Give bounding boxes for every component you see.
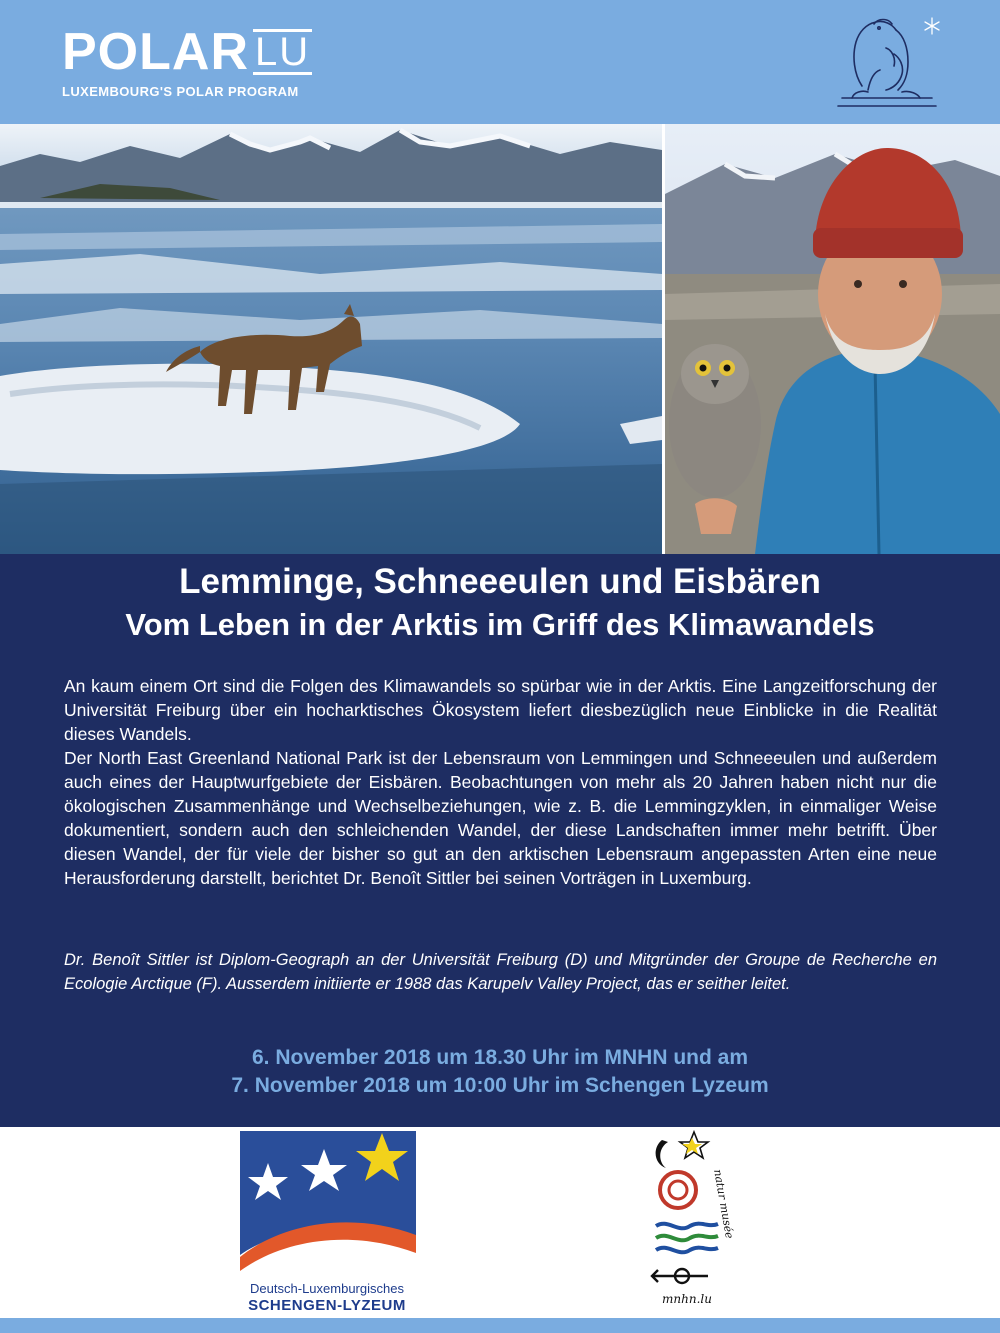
polarlu-logo[interactable] bbox=[62, 23, 312, 99]
footer-bar bbox=[0, 1318, 1000, 1333]
polar-bear-icon bbox=[832, 14, 942, 114]
event-panel bbox=[0, 554, 1000, 1127]
researcher-with-owl-photo bbox=[665, 124, 1000, 554]
header-band bbox=[0, 0, 1000, 124]
arctic-fox-photo bbox=[0, 124, 662, 554]
event-dates bbox=[0, 1044, 1000, 1100]
description-paragraph: An kaum einem Ort sind die Folgen des Klimawandels so spürbar wie in der Arktis. Eine Langzeitforschung der Universität Freiburg über ein hocharktisches Ökosystem liefert diesbezüglich neue Einblicke in die Realität dieses Wandels. bbox=[64, 676, 937, 744]
mnhn-url: mnhn.lu bbox=[662, 1292, 712, 1306]
mnhn-script-text: natur musée bbox=[711, 1168, 737, 1240]
schengen-lyzeum-logo[interactable] bbox=[236, 1131, 418, 1315]
event-title: Lemminge, Schneeeulen und Eisbären bbox=[179, 562, 821, 601]
event-subtitle: Vom Leben in der Arktis im Griff des Klimawandels bbox=[125, 607, 875, 642]
event-description bbox=[64, 674, 937, 890]
brand-word: POLAR bbox=[62, 23, 249, 81]
schengen-line-1: Deutsch-Luxemburgisches bbox=[250, 1281, 404, 1296]
date-line-2: 7. November 2018 um 10:00 Uhr im Schengen Lyzeum bbox=[231, 1074, 769, 1097]
mnhn-logo[interactable] bbox=[648, 1130, 737, 1316]
natur-musee-icon bbox=[648, 1130, 737, 1290]
schengen-line-2: SCHENGEN-LYZEUM bbox=[248, 1297, 406, 1314]
date-line-1: 6. November 2018 um 18.30 Uhr im MNHN und am bbox=[252, 1046, 748, 1069]
brand-suffix: LU bbox=[255, 30, 311, 74]
speaker-bio: Dr. Benoît Sittler ist Diplom-Geograph an der Universität Freiburg (D) und Mitgründer der Groupe de Recherche en Ecologie Arctique (F). Ausserdem initiierte er 1988 das Karupelv Valley Project, das er seither leitet. bbox=[64, 951, 937, 993]
brand-subtitle: LUXEMBOURG'S POLAR PROGRAM bbox=[62, 84, 299, 99]
schengen-emblem-icon bbox=[240, 1131, 416, 1279]
description-paragraph: Der North East Greenland National Park ist der Lebensraum von Lemmingen und Schneeeulen und außerdem auch eines der Hauptwurfgebiete der Eisbären. Beobachtungen von mehr als 20 Jahren haben nicht nur die ökologischen Zusammenhänge und Wechselbeziehungen, wie z. B. die Lemmingzyklen, in einmaliger Weise dokumentiert, sondern auch den schleichenden Wandel, der diese Landschaften immer mehr betrifft. Über diesen Wandel, der für viele der bisher so gut an den arktischen Lebensraum angepassten Arten eine neue Herausforderung darstellt, berichtet Dr. Benoît Sittler bei seinen Vorträgen in Luxemburg. bbox=[64, 748, 937, 888]
